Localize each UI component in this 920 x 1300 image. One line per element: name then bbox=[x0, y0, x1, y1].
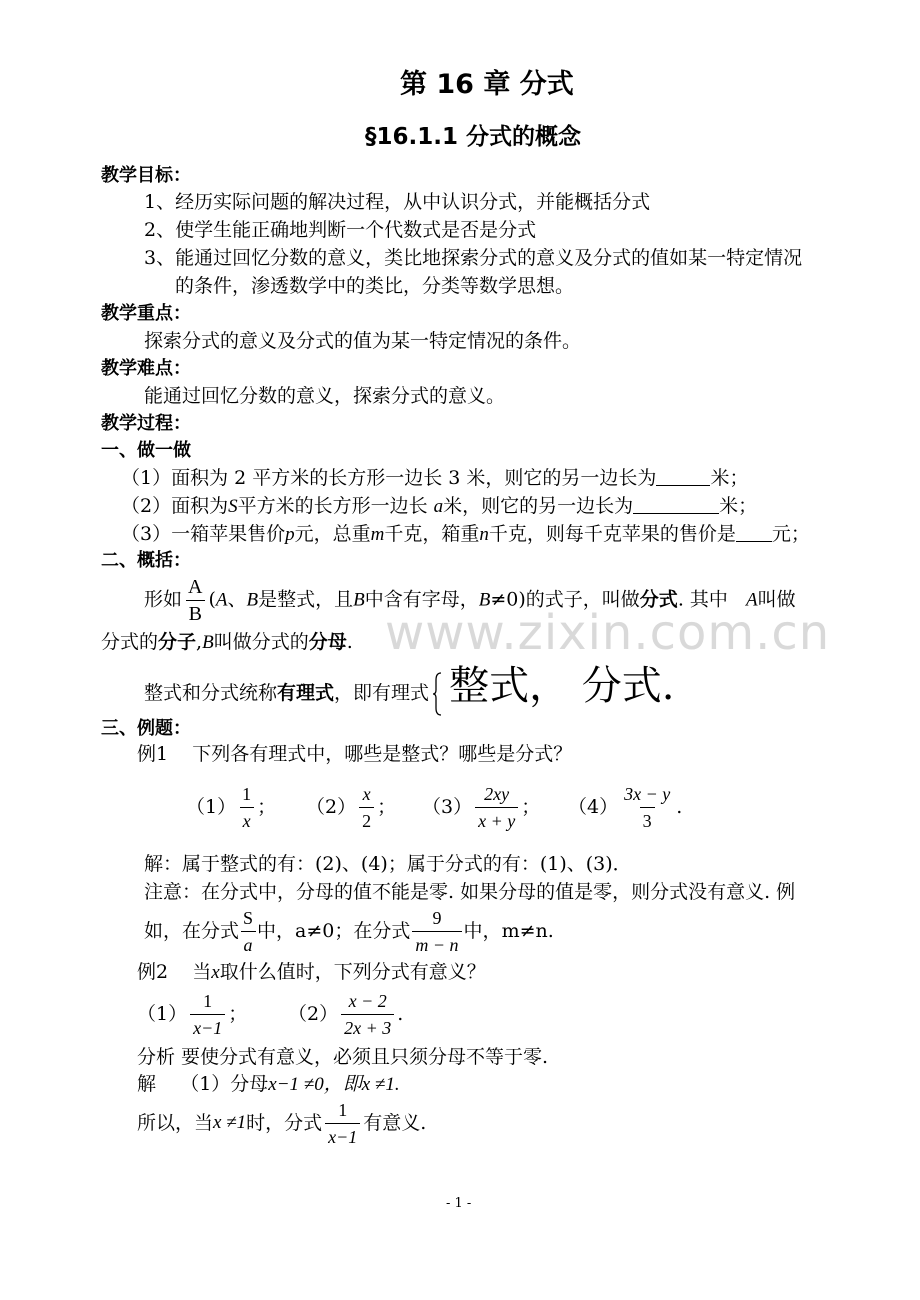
ex1-fraction-3 bbox=[475, 783, 518, 832]
ex1-f2-den: 2 bbox=[359, 807, 374, 832]
ex1-item-3 bbox=[422, 780, 540, 834]
example1-text: 下列各有理式中，哪些是整式？哪些是分式？ bbox=[192, 743, 573, 765]
ex1-f1-den: x bbox=[240, 807, 254, 832]
q3-var-m: m bbox=[370, 524, 385, 545]
q2-unit: 米； bbox=[719, 495, 758, 517]
note-f2-num: 9 bbox=[432, 907, 442, 928]
section3-heading: 三、例题： bbox=[101, 718, 191, 739]
note-fraction-9-over-m-n bbox=[412, 907, 461, 956]
ex1-f3-num: 2xy bbox=[484, 783, 510, 804]
ex1-item-2 bbox=[306, 780, 396, 834]
section1-heading: 一、做一做 bbox=[101, 440, 191, 461]
q2-var-a: a bbox=[433, 496, 444, 517]
ex2-fraction-2 bbox=[341, 990, 394, 1039]
definition-line-1 bbox=[144, 576, 796, 625]
def-var-b2: B bbox=[353, 589, 365, 611]
example1-note-line-1: 注意：在分式中，分母的值不能是零. 如果分母的值是零，则分式没有意义. 例 bbox=[144, 881, 796, 903]
ex1-item-1-index: （1） bbox=[186, 796, 237, 818]
note-f1-num: S bbox=[243, 907, 254, 928]
note-f2-den: m − n bbox=[412, 931, 461, 956]
watermark: www.zixin.com.cn bbox=[385, 605, 831, 661]
frac-denominator: B bbox=[186, 600, 205, 625]
q3-blank bbox=[736, 523, 772, 542]
ex1-item-3-index: （3） bbox=[422, 796, 473, 818]
ex2-conc-a: 所以，当 bbox=[137, 1112, 214, 1134]
rational-categories: 整式， 分式. bbox=[449, 663, 675, 709]
ex1-item-4-index: （4） bbox=[568, 796, 619, 818]
ex2-q-text-a: 当 bbox=[192, 961, 212, 983]
ex2-item-2-index: （2） bbox=[288, 1003, 339, 1025]
q2-text-c: 米，则它的另一边长为 bbox=[443, 495, 634, 517]
example1-label: 例1 bbox=[137, 743, 169, 765]
example2-analysis: 分析 要使分式有意义，必须且只须分母不等于零. bbox=[137, 1046, 549, 1068]
q3-text-c: 千克，箱重 bbox=[384, 523, 480, 545]
fraction-a-over-b bbox=[185, 576, 205, 625]
example2-conclusion bbox=[137, 1096, 426, 1150]
note2-text-e: m≠n. bbox=[501, 920, 554, 942]
ex2-conc-b: x ≠1 bbox=[213, 1112, 247, 1133]
example1-note-line-2 bbox=[144, 904, 554, 958]
example1-answer: 解：属于整式的有：(2)、(4)；属于分式的有：(1)、(3)． bbox=[144, 853, 632, 875]
ex2-conc-num: 1 bbox=[338, 1099, 348, 1120]
q3-text-a: （3）一箱苹果售价 bbox=[121, 523, 286, 545]
rational-line bbox=[144, 662, 675, 717]
ex2-item-1 bbox=[137, 987, 247, 1041]
process-heading: 教学过程： bbox=[101, 413, 191, 434]
note2-text-a: 如，在分式 bbox=[144, 920, 240, 942]
ex1-fraction-2 bbox=[359, 783, 374, 832]
difficulty-text: 能通过回忆分数的意义，探索分式的意义。 bbox=[144, 385, 506, 407]
example1-question bbox=[137, 741, 572, 767]
def-sep: 、 bbox=[227, 588, 247, 611]
q3-var-n: n bbox=[479, 524, 489, 545]
example2-question bbox=[137, 959, 486, 986]
example2-solution bbox=[137, 1071, 400, 1098]
ex2-f1-num: 1 bbox=[203, 990, 213, 1011]
q2-text-b: 平方米的长方形一边长 bbox=[237, 495, 428, 517]
def-text-f: . 其中 bbox=[677, 588, 728, 611]
ex1-item-2-end: ； bbox=[377, 796, 397, 818]
def-var-a: A bbox=[215, 589, 228, 611]
ex1-fraction-4 bbox=[621, 783, 673, 832]
q2-text-a: （2）面积为 bbox=[121, 495, 229, 517]
difficulty-heading: 教学难点： bbox=[101, 358, 191, 379]
q3-var-p: p bbox=[285, 524, 295, 545]
ex2-conclusion-fraction bbox=[325, 1099, 360, 1148]
ex2-q-text-b: 取什么值时，下列分式有意义？ bbox=[219, 961, 486, 983]
definition-line-2 bbox=[101, 629, 353, 656]
q1-text: （1）面积为 2 平方米的长方形一边长 3 米，则它的另一边长为 bbox=[121, 467, 657, 489]
ex2-item-2-end: . bbox=[397, 1003, 404, 1025]
rational-text-b: ，即有理式 bbox=[334, 682, 430, 704]
note-f1-den: a bbox=[241, 931, 256, 956]
def2-text-a: 分式的 bbox=[101, 631, 159, 653]
def-var-b3: B bbox=[478, 589, 491, 611]
focus-heading: 教学重点： bbox=[101, 303, 191, 324]
term-denominator: 分母 bbox=[308, 631, 347, 653]
note2-text-d: 中， bbox=[463, 920, 502, 942]
ex2-conc-d: 有意义. bbox=[363, 1112, 427, 1134]
term-fraction: 分式 bbox=[639, 588, 678, 611]
ex1-item-2-index: （2） bbox=[306, 796, 357, 818]
ex2-q-var-x: x bbox=[211, 962, 220, 983]
question-1 bbox=[121, 465, 748, 491]
ex2-solution-d: x ≠1. bbox=[361, 1074, 400, 1095]
def-text-g: 叫做 bbox=[757, 588, 796, 611]
ex2-item-1-index: （1） bbox=[137, 1003, 188, 1025]
note2-text-c: a≠0；在分式 bbox=[295, 920, 411, 942]
objective-1: 1、经历实际问题的解决过程，从中认识分式，并能概括分式 bbox=[144, 191, 651, 213]
chapter-title: 第 16 章 分式 bbox=[400, 69, 574, 100]
def2-var-b: B bbox=[202, 632, 214, 653]
q3-text-d: 千克，则每千克苹果的售价是 bbox=[488, 523, 736, 545]
ex2-item-1-end: ； bbox=[228, 1003, 248, 1025]
ex2-conc-c: 时，分式 bbox=[246, 1112, 323, 1134]
ex2-conc-den: x−1 bbox=[325, 1123, 360, 1148]
note-fraction-s-over-a bbox=[240, 907, 256, 956]
ex1-item-3-end: ； bbox=[521, 796, 541, 818]
ex1-f3-den: x + y bbox=[475, 807, 518, 832]
def-text-e: ≠0)的式子，叫做 bbox=[490, 588, 640, 611]
term-rational: 有理式 bbox=[277, 682, 335, 704]
question-2 bbox=[121, 493, 757, 520]
def-pre: 形如 bbox=[144, 588, 183, 611]
section2-heading: 二、概括： bbox=[101, 550, 191, 571]
q3-text-b: 元，总重 bbox=[294, 523, 371, 545]
ex1-item-1 bbox=[186, 780, 276, 834]
def2-text-c: 叫做分式的 bbox=[213, 631, 309, 653]
def-paren: ( bbox=[208, 588, 216, 611]
def2-comma: , bbox=[196, 631, 203, 653]
ex2-f2-den: 2x + 3 bbox=[341, 1014, 394, 1039]
question-3 bbox=[121, 521, 810, 548]
rational-text-a: 整式和分式统称 bbox=[144, 682, 278, 704]
section-title: §16.1.1 分式的概念 bbox=[365, 124, 581, 150]
q2-blank bbox=[633, 495, 719, 514]
brace-icon bbox=[433, 672, 443, 716]
objective-2: 2、使学生能正确地判断一个代数式是否是分式 bbox=[144, 219, 537, 241]
frac-numerator: A bbox=[188, 576, 203, 598]
ex2-item-2 bbox=[288, 987, 403, 1041]
ex2-solution-c: x−1 ≠0，即 bbox=[268, 1074, 362, 1095]
objective-3-cont: 的条件，渗透数学中的类比，分类等数学思想。 bbox=[175, 275, 575, 297]
q1-blank bbox=[656, 467, 710, 486]
ex2-fraction-1 bbox=[190, 990, 225, 1039]
def-var-b: B bbox=[246, 589, 259, 611]
ex1-fraction-1 bbox=[239, 783, 254, 832]
objective-3: 3、能通过回忆分数的意义，类比地探索分式的意义及分式的值如某一特定情况 bbox=[144, 247, 803, 269]
ex1-f1-num: 1 bbox=[242, 783, 252, 804]
ex1-f2-num: x bbox=[362, 783, 371, 804]
example2-label: 例2 bbox=[137, 961, 169, 983]
def2-period: . bbox=[346, 631, 353, 653]
ex2-f1-den: x−1 bbox=[190, 1014, 225, 1039]
q3-unit: 元； bbox=[771, 523, 810, 545]
ex1-item-4 bbox=[568, 780, 682, 834]
ex1-f4-den: 3 bbox=[640, 807, 655, 832]
ex2-f2-num: x − 2 bbox=[348, 990, 387, 1011]
q1-unit: 米； bbox=[710, 467, 749, 489]
page-number: - 1 - bbox=[446, 1196, 472, 1211]
def-var-a2: A bbox=[746, 589, 758, 611]
ex2-solution-b: （1）分母 bbox=[180, 1073, 269, 1095]
ex1-f4-num: 3x − y bbox=[624, 783, 671, 804]
term-numerator: 分子 bbox=[158, 631, 197, 653]
focus-text: 探索分式的意义及分式的值为某一特定情况的条件。 bbox=[144, 330, 582, 352]
q2-var-s: S bbox=[228, 496, 238, 517]
ex1-item-1-end: ； bbox=[257, 796, 277, 818]
note2-text-b: 中， bbox=[257, 920, 296, 942]
objectives-heading: 教学目标： bbox=[101, 165, 191, 186]
ex1-item-4-end: . bbox=[676, 796, 683, 818]
def-text-d: 中含有字母， bbox=[364, 588, 479, 611]
def-text-c: 是整式，且 bbox=[258, 588, 354, 611]
ex2-solution-label: 解 bbox=[137, 1073, 157, 1095]
